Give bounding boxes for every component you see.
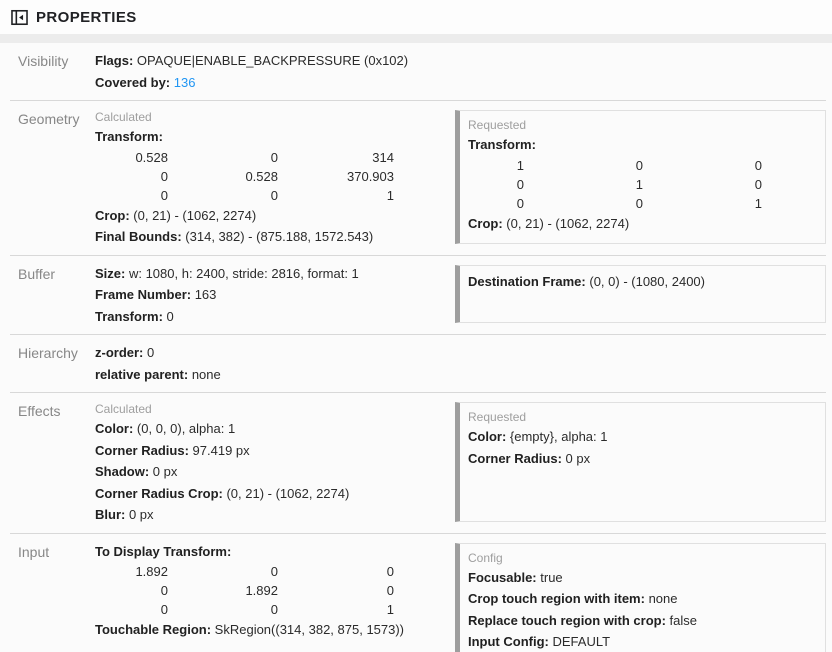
header-divider [0,34,832,43]
corner-radius-crop-row [95,483,441,505]
z-order-value: 0 [147,345,155,360]
destination-frame-label: Destination Frame: [468,273,586,289]
replace-touch-region-label: Replace touch region with crop: [468,612,666,628]
touchable-region-row [95,619,441,641]
corner-radius-crop-label: Corner Radius Crop: [95,485,223,501]
buffer-transform-value: 0 [166,308,174,324]
matrix-cell: 0 [635,195,643,211]
focusable-row [468,567,817,589]
matrix-cell: 1 [386,187,394,203]
matrix-cell: 0.528 [245,168,278,184]
input-config-row [468,631,817,652]
color-value: {empty}, alpha: 1 [509,429,608,444]
z-order-row [95,342,812,364]
buffer-requested-box [455,265,826,324]
destination-frame-row [468,271,817,293]
requested-title: Requested [468,410,527,424]
destination-frame-value: (0, 0) - (1080, 2400) [589,273,705,289]
color-value: (0, 0, 0), alpha: 1 [136,421,236,436]
matrix-cell: 0 [754,176,762,192]
matrix-cell: 0 [754,157,762,173]
section-buffer [10,256,826,336]
frame-number-label: Frame Number: [95,287,192,302]
matrix-cell: 0 [270,187,278,203]
relative-parent-label: relative parent: [95,366,189,382]
section-geometry [10,101,826,256]
calculated-title: Calculated [95,110,152,124]
corner-radius-value: 0 px [565,450,591,466]
crop-touch-region-row [468,588,817,610]
color-label: Color: [95,421,134,436]
touchable-region-label: Touchable Region: [95,622,212,637]
section-visibility [10,43,826,101]
final-bounds-value: (314, 382) - (875.188, 1572.543) [185,229,374,244]
properties-header [0,0,832,34]
matrix-cell: 0 [386,564,394,579]
matrix-cell: 0 [160,168,168,184]
flags-label: Flags: [95,53,134,68]
effects-requested-box [455,402,826,522]
transform-row [95,126,441,148]
blur-label: Blur: [95,507,126,522]
focusable-value: true [540,569,563,585]
input-config-box [455,543,826,652]
matrix-cell: 0 [270,149,278,165]
matrix-cell: 0 [160,583,168,598]
focusable-label: Focusable: [468,569,537,585]
buffer-transform-row [95,306,441,328]
requested-transform-matrix [468,156,817,213]
matrix-cell: 1.892 [135,564,168,579]
blur-row [95,504,441,526]
flags-row [95,50,812,72]
matrix-cell: 314 [372,149,394,165]
corner-radius-row [468,448,817,470]
matrix-cell: 0 [635,157,643,173]
color-label: Color: [468,429,507,444]
replace-touch-region-value: false [669,612,698,628]
matrix-cell: 0 [270,602,278,617]
input-config-value: DEFAULT [552,634,611,649]
crop-row [468,213,817,235]
replace-touch-region-row [468,610,817,632]
shadow-row [95,461,441,483]
matrix-cell: 1 [635,176,643,192]
transform-row [468,134,817,156]
buffer-transform-label: Transform: [95,308,163,324]
properties-sections [0,43,832,652]
corner-radius-label: Corner Radius: [468,450,562,466]
frame-number-value: 163 [194,287,217,302]
matrix-cell: 1 [754,195,762,211]
corner-radius-value: 97.419 px [192,442,250,458]
matrix-cell: 0 [516,195,524,211]
matrix-cell: 0 [160,602,168,617]
frame-number-row [95,284,441,306]
calculated-transform-matrix [95,148,441,205]
color-row [95,418,441,440]
covered-by-link[interactable]: 136 [173,74,196,90]
matrix-cell: 370.903 [347,168,394,184]
section-input [10,534,826,652]
size-row [95,263,441,285]
matrix-cell: 1 [386,602,394,617]
properties-panel-icon [10,8,29,27]
section-effects [10,393,826,534]
section-geometry-label: Geometry [18,111,80,127]
calculated-title: Calculated [95,402,152,416]
final-bounds-row [95,226,441,248]
color-row [468,426,817,448]
matrix-cell: 0.528 [135,149,168,165]
crop-label: Crop: [95,207,130,223]
crop-touch-region-value: none [648,591,678,606]
matrix-cell: 0 [270,564,278,579]
corner-radius-row [95,440,441,462]
matrix-cell: 1.892 [245,583,278,598]
section-effects-label: Effects [18,403,61,419]
to-display-transform-matrix [95,562,441,619]
transform-label: Transform: [468,137,536,152]
section-input-label: Input [18,543,50,560]
matrix-cell: 0 [160,187,168,203]
geometry-requested-box [455,110,826,244]
crop-row [95,205,441,227]
size-value: w: 1080, h: 2400, stride: 2816, format: 1 [128,265,359,281]
crop-value: (0, 21) - (1062, 2274) [506,215,630,231]
matrix-cell: 1 [516,157,524,173]
section-visibility-label: Visibility [18,53,69,69]
touchable-region-value: SkRegion((314, 382, 875, 1573)) [214,622,405,637]
matrix-cell: 0 [386,583,394,598]
panel-title: PROPERTIES [36,8,137,26]
covered-by-row [95,72,812,94]
corner-radius-label: Corner Radius: [95,442,189,458]
section-buffer-label: Buffer [18,265,56,282]
blur-value: 0 px [128,507,154,522]
matrix-cell: 0 [516,176,524,192]
section-hierarchy [10,335,826,393]
z-order-label: z-order: [95,345,144,360]
shadow-label: Shadow: [95,464,150,479]
crop-label: Crop: [468,215,503,231]
config-title: Config [468,550,503,565]
covered-by-label: Covered by: [95,74,171,90]
to-display-transform-row [95,541,441,563]
relative-parent-value: none [191,366,221,382]
size-label: Size: [95,265,126,281]
final-bounds-label: Final Bounds: [95,229,182,244]
flags-value: OPAQUE|ENABLE_BACKPRESSURE (0x102) [136,53,409,68]
relative-parent-row [95,364,812,386]
input-config-label: Input Config: [468,634,549,649]
transform-label: Transform: [95,129,163,144]
crop-touch-region-label: Crop touch region with item: [468,591,645,606]
requested-title: Requested [468,118,527,132]
section-hierarchy-label: Hierarchy [18,345,78,361]
to-display-transform-label: To Display Transform: [95,543,232,559]
shadow-value: 0 px [152,464,178,479]
crop-value: (0, 21) - (1062, 2274) [133,207,257,223]
corner-radius-crop-value: (0, 21) - (1062, 2274) [226,485,350,501]
